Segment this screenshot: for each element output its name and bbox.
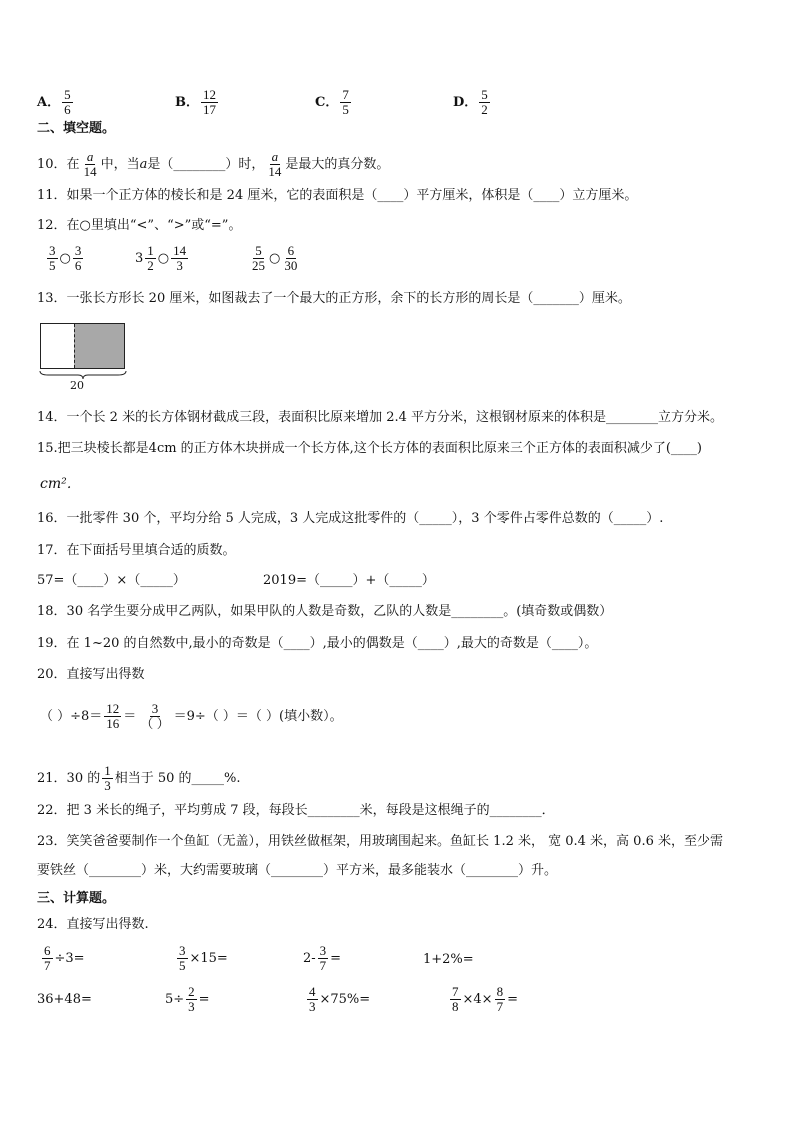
question-20: 20．直接写出得数	[37, 667, 145, 682]
option-c: C． $\frac{7}{5}$	[315, 87, 349, 117]
calc-r1c4: 1+2%=	[423, 952, 474, 967]
option-b: B． $\frac{12}{17}$	[175, 87, 216, 117]
calc-r1c1: $\frac{6}{7}$ ÷3=	[44, 943, 85, 973]
question-17-a: 57=（____）×（_____）	[37, 573, 186, 588]
calc-r2c4: $\frac{7}{8}$ ×4× $\frac{8}{7}$ =	[452, 984, 518, 1014]
question-14: 14．一个长 2 米的长方体钢材截成三段，表面积比原来增加 2.4 平方分米，这根钢材原来的体积是________立方分米。	[37, 410, 724, 425]
question-10: 10．在 $\frac{a}{14}$ 中，当a是（________）时， $\frac{a}{14}$ 是最大的真分数。	[37, 149, 390, 179]
question-13: 13．一张长方形长 20 厘米，如图裁去了一个最大的正方形，余下的长方形的周长是（_______）厘米。	[37, 291, 631, 306]
calc-r1c3: 2- $\frac{3}{7}$ =	[303, 943, 342, 973]
option-a: A． $\frac{5}{6}$	[37, 87, 71, 117]
cut-square-shaded	[74, 324, 124, 368]
question-17: 17．在下面括号里填合适的质数。	[37, 543, 236, 558]
question-24: 24．直接写出得数.	[37, 917, 149, 932]
calc-r2c2: 5÷ $\frac{2}{3}$ =	[165, 984, 210, 1014]
question-17-b: 2019=（_____）+（_____）	[263, 573, 435, 588]
question-15-unit: cm²．	[40, 476, 81, 492]
compare-2: 3 $\frac{1}{2}$ ○ $\frac{14}{3}$	[135, 243, 187, 273]
question-23-line2: 要铁丝（________）米，大约需要玻璃（________）平方米，最多能装水（________）升。	[37, 863, 558, 878]
calc-r2c3: $\frac{4}{3}$ ×75%=	[309, 984, 371, 1014]
question-22: 22．把 3 米长的绳子，平均剪成 7 段，每段长________米，每段是这根绳子的________．	[37, 803, 555, 818]
compare-1: $\frac{3}{5}$ ○ $\frac{3}{6}$	[49, 243, 82, 273]
question-11: 11．如果一个正方体的棱长和是 24 厘米，它的表面积是（____）平方厘米，体积是（____）立方厘米。	[37, 188, 638, 203]
option-d: D． $\frac{5}{2}$	[453, 87, 488, 117]
question-16: 16．一批零件 30 个，平均分给 5 人完成，3 人完成这批零件的（_____），3 个零件占零件总数的（_____）.	[37, 511, 664, 526]
question-19: 19．在 1~20 的自然数中,最小的奇数是（____）,最小的偶数是（____）,最大的奇数是（____）。	[37, 636, 598, 651]
question-15: 15.把三块棱长都是4cm 的正方体木块拼成一个长方体,这个长方体的表面积比原来三个正方体的表面积减少了(____)	[37, 441, 702, 456]
section-calculation-heading: 三、计算题。	[37, 891, 116, 906]
calc-r2c1: 36+48=	[37, 992, 92, 1007]
diagram-length-label: 20	[70, 379, 84, 392]
question-12: 12．在○里填出“<”、“>”或“=”。	[37, 218, 242, 233]
question-21: 21．30 的 $\frac{1}{3}$ 相当于 50 的_____%.	[37, 763, 241, 793]
question-23-line1: 23．笑笑爸爸要制作一个鱼缸（无盖），用铁丝做框架，用玻璃围起来。鱼缸长 1.2 米， 宽 0.4 米，高 0.6 米，至少需	[37, 834, 723, 849]
question-18: 18．30 名学生要分成甲乙两队，如果甲队的人数是奇数，乙队的人数是________。(填奇数或偶数）	[37, 604, 613, 619]
question-20-equation: （ ）÷8＝ $\frac{12}{16}$ ＝ $\frac{3}{( )}$ ＝9÷（ ）＝（ ）(填小数）。	[40, 701, 343, 731]
section-fill-in-heading: 二、填空题。	[37, 121, 116, 136]
compare-3: $\frac{5}{25}$ ○ $\frac{6}{30}$	[252, 243, 298, 273]
calc-r1c2: $\frac{3}{5}$ ×15=	[179, 943, 228, 973]
